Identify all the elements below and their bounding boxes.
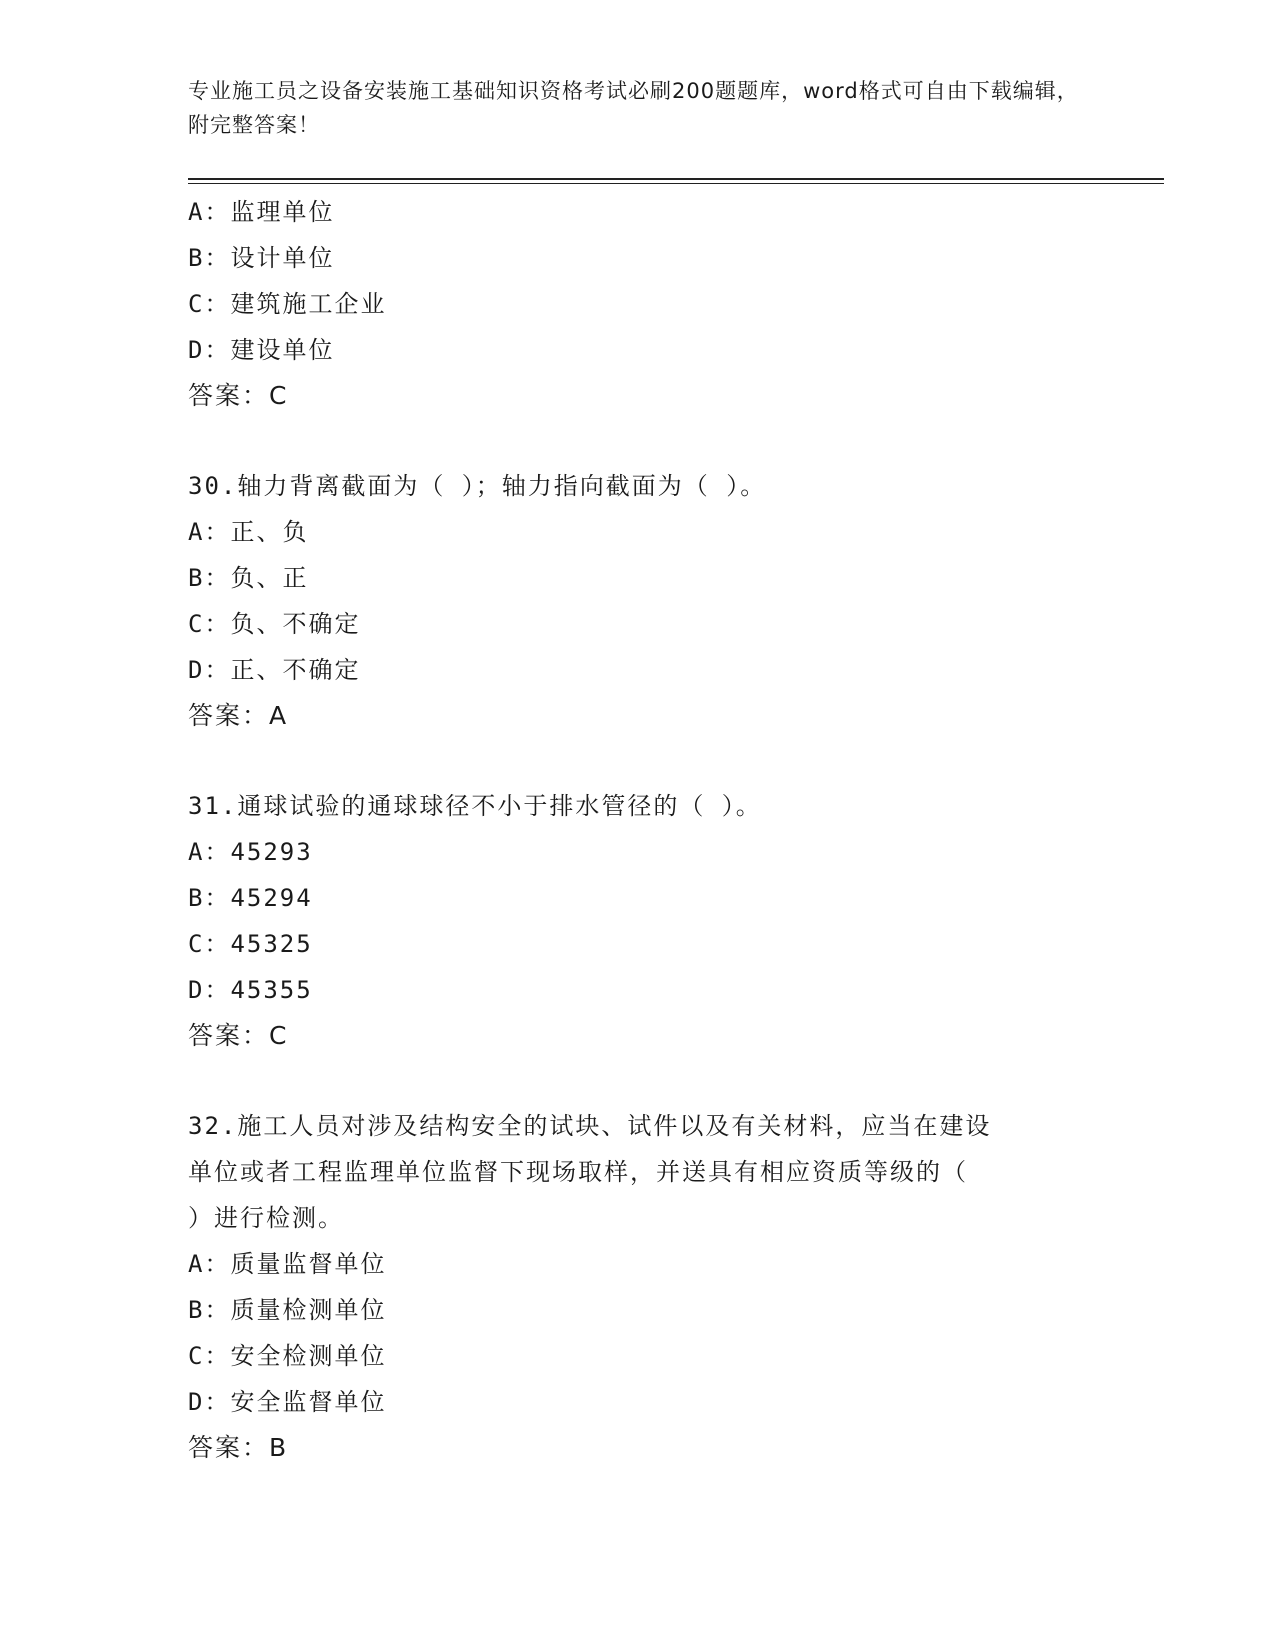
header-divider-thin (188, 183, 1164, 184)
answer-line: 答案：A (188, 701, 289, 730)
question-block (188, 783, 1088, 1059)
question-stem-line-2: 单位或者工程监理单位监督下现场取样，并送具有相应资质等级的（ (188, 1158, 968, 1186)
question-block (188, 189, 1088, 419)
header-divider-thick (188, 178, 1164, 180)
option-d: D：建设单位 (188, 336, 335, 364)
option-c: C：建筑施工企业 (188, 290, 387, 318)
option-d: D：正、不确定 (188, 656, 361, 684)
option-d: D：安全监督单位 (188, 1388, 387, 1416)
option-c: C：负、不确定 (188, 610, 361, 638)
option-c: C：45325 (188, 930, 313, 958)
question-stem-line-3: ）进行检测。 (188, 1204, 344, 1232)
option-d: D：45355 (188, 976, 313, 1004)
question-stem: 31.通球试验的通球球径不小于排水管径的（ ）。 (188, 792, 762, 820)
question-block (188, 463, 1088, 739)
option-a: A：45293 (188, 838, 313, 866)
option-c: C：安全检测单位 (188, 1342, 387, 1370)
answer-line: 答案：C (188, 381, 289, 410)
question-stem-line-1: 32.施工人员对涉及结构安全的试块、试件以及有关材料，应当在建设 (188, 1112, 992, 1140)
option-a: A：正、负 (188, 518, 309, 546)
answer-line: 答案：B (188, 1433, 289, 1462)
option-b: B：设计单位 (188, 244, 335, 272)
answer-line: 答案：C (188, 1021, 289, 1050)
option-a: A：监理单位 (188, 198, 335, 226)
question-list (188, 189, 1088, 1471)
question-stem: 30.轴力背离截面为（ ）；轴力指向截面为（ ）。 (188, 472, 767, 500)
option-b: B：质量检测单位 (188, 1296, 387, 1324)
option-b: B：45294 (188, 884, 313, 912)
option-a: A：质量监督单位 (188, 1250, 387, 1278)
question-block (188, 1103, 1088, 1471)
option-b: B：负、正 (188, 564, 309, 592)
page-header-title: 专业施工员之设备安装施工基础知识资格考试必刷200题题库，word格式可自由下载编辑，附完整答案！ (188, 79, 1079, 137)
